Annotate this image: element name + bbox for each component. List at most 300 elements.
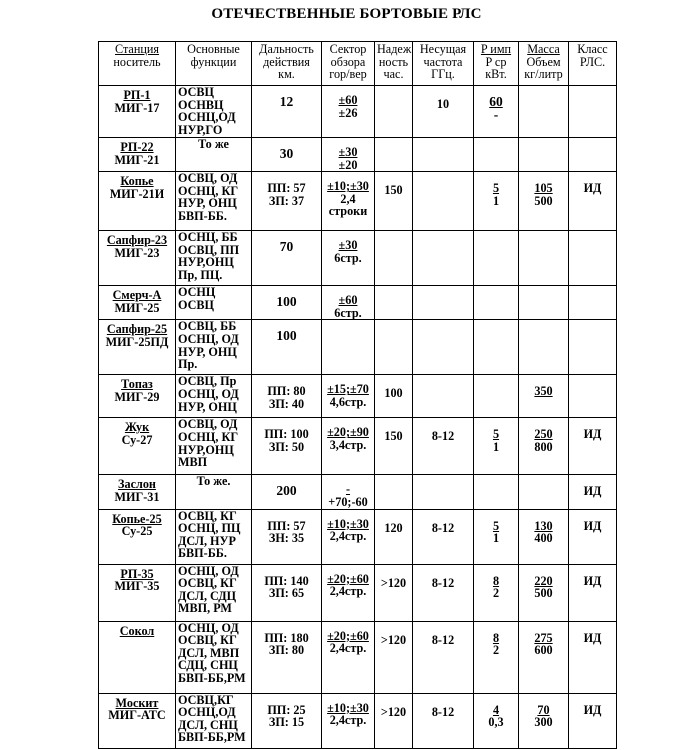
frequency-cell <box>413 231 474 286</box>
power-cell <box>474 418 519 475</box>
mass-cell <box>519 375 569 418</box>
reliability-cell <box>375 564 413 621</box>
reliability-cell <box>375 172 413 231</box>
class-cell <box>569 86 617 138</box>
carrier-name: МИГ-29 <box>114 389 160 404</box>
table-row <box>99 375 617 418</box>
station-name: Сокол <box>119 623 155 638</box>
function-line: ОСНЦ, ОД <box>178 331 239 346</box>
sector-line: 2,4стр. <box>329 529 367 544</box>
carrier-name: МИГ-25ПД <box>105 334 169 349</box>
sector-line: ±20 <box>338 157 358 172</box>
functions-cell <box>176 475 252 509</box>
function-line: МВП, РМ <box>178 601 232 616</box>
class-cell <box>569 138 617 172</box>
power-line: 1 <box>492 439 500 454</box>
power-line: 5 <box>492 518 500 533</box>
range-line: 100 <box>276 328 297 344</box>
power-line: 60 <box>489 94 503 109</box>
reliability-cell <box>375 693 413 748</box>
frequency-value: 10 <box>436 97 450 111</box>
table-body <box>99 86 617 749</box>
station-cell <box>99 231 176 286</box>
sector-line: ±20;±90 <box>327 425 369 440</box>
functions-cell <box>176 138 252 172</box>
range-cell <box>252 693 322 748</box>
table-row <box>99 418 617 475</box>
function-line: ОСВЦ, ОД <box>178 171 238 186</box>
sector-line: ±20;±60 <box>327 628 369 643</box>
power-cell <box>474 172 519 231</box>
reliability-value: >120 <box>380 575 407 590</box>
range-cell <box>252 418 322 475</box>
reliability-cell <box>375 320 413 375</box>
mass-line: 350 <box>534 384 553 399</box>
function-line: ОСВЦ, КГ <box>178 576 237 591</box>
table-row <box>99 475 617 509</box>
function-line: БВП-ББ. <box>178 546 227 561</box>
function-line: ДСЛ, МВП <box>178 645 240 660</box>
mass-cell <box>519 693 569 748</box>
station-cell <box>99 286 176 320</box>
frequency-cell <box>413 693 474 748</box>
header-class <box>569 42 617 86</box>
station-name: РП-1 <box>123 88 151 102</box>
mass-line: 500 <box>534 586 553 601</box>
sector-cell <box>322 86 375 138</box>
frequency-cell <box>413 564 474 621</box>
range-cell <box>252 375 322 418</box>
mass-line: 500 <box>534 193 553 208</box>
station-name: РП-35 <box>120 566 154 581</box>
function-line: Пр. <box>178 357 198 372</box>
header-frequency-line: Несущая <box>419 42 467 56</box>
class-value: ИД <box>583 484 602 499</box>
station-cell <box>99 172 176 231</box>
sector-line: - <box>345 482 351 497</box>
header-station-line: носитель <box>113 54 161 69</box>
function-line: ОСНЦ, ОД <box>178 564 239 578</box>
range-line: ЗП: 65 <box>268 586 305 601</box>
function-line: МВП <box>178 455 208 470</box>
power-cell <box>474 509 519 564</box>
sector-cell <box>322 621 375 693</box>
table-row <box>99 138 617 172</box>
mass-line: 600 <box>534 643 553 658</box>
station-cell <box>99 475 176 509</box>
power-line: - <box>493 106 499 122</box>
class-cell <box>569 286 617 320</box>
frequency-value: 8-12 <box>431 520 455 535</box>
power-line: 2 <box>492 586 500 601</box>
frequency-cell <box>413 418 474 475</box>
carrier-name: МИГ-25 <box>114 300 160 315</box>
range-cell <box>252 231 322 286</box>
radar-table <box>98 41 617 749</box>
sector-cell <box>322 564 375 621</box>
sector-line: ±10;±30 <box>327 700 369 715</box>
function-line: НУР,ОНЦ <box>178 442 234 457</box>
function-line: ОСНЦ, КГ <box>178 183 239 198</box>
header-frequency <box>413 42 474 86</box>
header-reliability-line: Надеж <box>377 42 412 56</box>
class-cell <box>569 320 617 375</box>
sector-line: 2,4 <box>340 191 356 206</box>
header-class-line: Класс <box>577 42 608 56</box>
reliability-cell <box>375 86 413 138</box>
frequency-cell <box>413 509 474 564</box>
function-line: СДЦ, СНЦ <box>178 658 238 673</box>
function-line: ОСВЦ, КГ <box>178 509 237 523</box>
sector-line: ±26 <box>338 105 358 120</box>
sector-line: ±30 <box>338 238 358 253</box>
station-cell <box>99 621 176 693</box>
class-cell <box>569 564 617 621</box>
header-range-line: км. <box>278 67 295 82</box>
sector-line: 2,4стр. <box>329 641 367 656</box>
table-row <box>99 320 617 375</box>
table-row <box>99 86 617 138</box>
functions-cell <box>176 509 252 564</box>
frequency-value: 8-12 <box>431 632 455 647</box>
header-class-line: РЛС. <box>579 54 606 69</box>
reliability-cell <box>375 286 413 320</box>
header-mass <box>519 42 569 86</box>
mass-line: 800 <box>534 439 553 454</box>
frequency-cell <box>413 475 474 509</box>
class-cell <box>569 231 617 286</box>
station-cell <box>99 138 176 172</box>
power-line: 4 <box>492 702 500 717</box>
table-row <box>99 564 617 621</box>
header-reliability <box>375 42 413 86</box>
reliability-value: 150 <box>384 183 403 198</box>
carrier-name: МИГ-21И <box>109 186 165 201</box>
mass-cell <box>519 621 569 693</box>
function-line: То же. <box>196 474 231 489</box>
reliability-cell <box>375 418 413 475</box>
sector-line: ±10;±30 <box>327 516 369 531</box>
station-name: Сапфир-25 <box>106 322 168 337</box>
range-line: 70 <box>279 239 294 255</box>
functions-cell <box>176 86 252 138</box>
function-line: ДСЛ, СНЦ <box>178 717 238 732</box>
function-line: ДСЛ, НУР <box>178 533 236 548</box>
header-sector-line: гор/вер <box>329 67 367 82</box>
function-line: ОСНВЦ <box>178 97 224 112</box>
functions-cell <box>176 286 252 320</box>
power-line: 8 <box>492 630 500 645</box>
functions-cell <box>176 418 252 475</box>
range-line: ЗП: 80 <box>268 643 305 658</box>
carrier-name: МИГ-21 <box>114 152 160 167</box>
header-mass-line: Объем <box>526 54 561 69</box>
sector-line: 4,6стр. <box>329 394 367 409</box>
function-line: ОСВЦ, ОД <box>178 417 238 432</box>
mass-cell <box>519 320 569 375</box>
sector-line: 2,4стр. <box>329 584 367 599</box>
function-line: ОСНЦ, ПЦ <box>178 521 241 536</box>
function-line: ОСВЦ, ББ <box>178 319 237 334</box>
header-frequency-line: ГГц. <box>431 67 455 82</box>
function-line: НУР,ГО <box>178 122 223 137</box>
functions-cell <box>176 231 252 286</box>
sector-cell <box>322 475 375 509</box>
frequency-cell <box>413 86 474 138</box>
range-line: ПП: 140 <box>264 573 309 588</box>
range-line: ПП: 100 <box>264 427 309 442</box>
carrier-name: МИГ-35 <box>114 579 160 594</box>
reliability-cell <box>375 231 413 286</box>
class-value: ИД <box>583 427 602 442</box>
range-line: ЗП: 40 <box>268 396 305 411</box>
header-functions-line: функции <box>190 54 237 69</box>
function-line: ОСВЦ,КГ <box>178 693 234 707</box>
power-line: 1 <box>492 193 500 208</box>
class-value: ИД <box>583 573 602 588</box>
mass-cell <box>519 509 569 564</box>
sector-line: ±10;±30 <box>327 179 369 194</box>
range-line: ПП: 25 <box>267 702 306 717</box>
sector-line: строки <box>328 204 368 219</box>
header-range-line: Дальность <box>259 42 314 56</box>
sector-line: 6стр. <box>334 250 362 265</box>
mass-line: 105 <box>534 181 553 196</box>
class-cell <box>569 475 617 509</box>
sector-cell <box>322 693 375 748</box>
carrier-name: МИГ-23 <box>114 245 160 260</box>
page-title: ОТЕЧЕСТВЕННЫЕ БОРТОВЫЕ РЛС <box>211 6 482 22</box>
header-range-line: действия <box>263 54 310 69</box>
function-line: ОСНЦ, ОД <box>178 621 239 635</box>
function-line: БВП-ББ,РМ <box>178 730 246 745</box>
sector-cell <box>322 320 375 375</box>
reliability-cell <box>375 138 413 172</box>
function-line: ОСНЦ,ОД <box>178 110 236 125</box>
class-cell <box>569 172 617 231</box>
station-name: Смерч-А <box>112 288 162 303</box>
header-mass-line: Масса <box>527 42 560 56</box>
header-station-line: Станция <box>114 42 160 56</box>
sector-cell <box>322 375 375 418</box>
mass-cell <box>519 475 569 509</box>
station-cell <box>99 320 176 375</box>
function-line: ОСВЦ <box>178 297 215 312</box>
power-cell <box>474 621 519 693</box>
header-reliability-line: ность <box>378 54 409 69</box>
function-line: Пр, ПЦ. <box>178 267 223 282</box>
class-value: ИД <box>583 630 602 645</box>
mass-line: 400 <box>534 531 553 546</box>
sector-cell <box>322 286 375 320</box>
class-value: ИД <box>583 702 602 717</box>
station-name: Топаз <box>121 377 153 392</box>
class-cell <box>569 621 617 693</box>
sector-cell <box>322 509 375 564</box>
frequency-cell <box>413 621 474 693</box>
function-line: ОСНЦ,ОД <box>178 705 236 720</box>
carrier-name: Су-27 <box>121 432 153 447</box>
reliability-value: >120 <box>380 704 407 719</box>
class-value: ИД <box>583 518 602 533</box>
power-line: 0,3 <box>488 715 504 730</box>
carrier-name: Су-25 <box>121 524 153 539</box>
sector-line: 6стр. <box>334 305 362 320</box>
reliability-value: 120 <box>384 520 403 535</box>
mass-line: 275 <box>534 630 553 645</box>
functions-cell <box>176 320 252 375</box>
range-line: ПП: 180 <box>264 630 309 645</box>
function-line: То же <box>198 137 229 151</box>
frequency-value: 8-12 <box>431 704 455 719</box>
reliability-value: >120 <box>380 632 407 647</box>
function-line: НУР, ОНЦ <box>178 399 237 414</box>
range-cell <box>252 509 322 564</box>
station-name: Копье-25 <box>112 511 162 526</box>
power-line: 2 <box>492 643 500 658</box>
header-power-line: P имп <box>480 42 512 56</box>
functions-cell <box>176 564 252 621</box>
table-row <box>99 172 617 231</box>
frequency-value: 8-12 <box>431 429 455 444</box>
range-cell <box>252 286 322 320</box>
reliability-cell <box>375 621 413 693</box>
class-cell <box>569 418 617 475</box>
mass-line: 130 <box>534 518 553 533</box>
station-name: Копье <box>120 174 154 189</box>
range-line: 200 <box>276 483 297 499</box>
power-cell <box>474 693 519 748</box>
header-sector <box>322 42 375 86</box>
reliability-cell <box>375 509 413 564</box>
station-cell <box>99 509 176 564</box>
mass-cell <box>519 172 569 231</box>
function-line: НУР, ОНЦ <box>178 196 237 211</box>
reliability-value: 150 <box>384 429 403 444</box>
power-line: 5 <box>492 427 500 442</box>
functions-cell <box>176 621 252 693</box>
carrier-name: МИГ-17 <box>114 100 160 115</box>
station-name: Заслон <box>118 477 156 492</box>
frequency-cell <box>413 375 474 418</box>
range-cell <box>252 475 322 509</box>
table-row <box>99 231 617 286</box>
function-line: БВП-ББ,РМ <box>178 670 246 685</box>
range-line: ЗП: 50 <box>268 439 305 454</box>
mass-cell <box>519 138 569 172</box>
function-line: ОСВЦ, Пр <box>178 374 237 389</box>
mass-line: 250 <box>534 427 553 442</box>
header-station <box>99 42 176 86</box>
reliability-value: 100 <box>384 386 403 401</box>
sector-cell <box>322 231 375 286</box>
header-row <box>99 42 617 86</box>
function-line: ОСВЦ, КГ <box>178 633 237 648</box>
mass-cell <box>519 418 569 475</box>
station-name: Жук <box>124 420 150 435</box>
class-cell <box>569 693 617 748</box>
range-line: ЗН: 35 <box>268 531 305 546</box>
station-name: Москит <box>115 695 159 710</box>
power-cell <box>474 564 519 621</box>
frequency-value: 8-12 <box>431 575 455 590</box>
range-line: ЗП: 15 <box>268 715 305 730</box>
frequency-cell <box>413 138 474 172</box>
frequency-cell <box>413 286 474 320</box>
sector-line: ±60 <box>338 293 358 308</box>
mass-cell <box>519 564 569 621</box>
function-line: НУР,ОНЦ <box>178 255 234 270</box>
function-line: ОСВЦ, ПП <box>178 242 240 257</box>
sector-line: 3,4стр. <box>329 437 367 452</box>
power-cell <box>474 475 519 509</box>
sector-line: 2,4стр. <box>329 713 367 728</box>
function-line: ДСЛ, СДЦ <box>178 588 237 603</box>
station-cell <box>99 375 176 418</box>
range-line: 30 <box>279 146 294 161</box>
table-row <box>99 286 617 320</box>
range-line: ЗП: 37 <box>268 193 305 208</box>
header-functions <box>176 42 252 86</box>
range-line: 12 <box>279 94 294 109</box>
class-value: ИД <box>583 181 602 196</box>
function-line: БВП-ББ. <box>178 208 227 223</box>
header-mass-line: кг/литр <box>524 67 563 82</box>
power-cell <box>474 138 519 172</box>
frequency-cell <box>413 172 474 231</box>
range-cell <box>252 86 322 138</box>
station-name: Сапфир-23 <box>106 233 168 248</box>
mass-cell <box>519 286 569 320</box>
range-line: ПП: 80 <box>267 384 306 399</box>
function-line: ОСНЦ <box>178 285 216 300</box>
table-row <box>99 621 617 693</box>
functions-cell <box>176 693 252 748</box>
power-line: 8 <box>492 573 500 588</box>
range-cell <box>252 564 322 621</box>
frequency-cell <box>413 320 474 375</box>
range-cell <box>252 621 322 693</box>
station-cell <box>99 418 176 475</box>
range-line: ПП: 57 <box>267 518 306 533</box>
sector-line: ±15;±70 <box>327 382 369 397</box>
carrier-name: МИГ-АТС <box>108 708 166 723</box>
sector-cell <box>322 138 375 172</box>
range-line: 100 <box>276 294 297 310</box>
header-reliability-line: час. <box>383 67 404 82</box>
carrier-name: МИГ-31 <box>114 489 160 504</box>
station-cell <box>99 693 176 748</box>
table-row <box>99 509 617 564</box>
reliability-cell <box>375 375 413 418</box>
station-cell <box>99 86 176 138</box>
sector-cell <box>322 418 375 475</box>
power-line: 5 <box>492 181 500 196</box>
range-line: ПП: 57 <box>267 181 306 196</box>
power-line: 1 <box>492 531 500 546</box>
mass-line: 220 <box>534 573 553 588</box>
power-cell <box>474 375 519 418</box>
function-line: ОСНЦ, КГ <box>178 429 239 444</box>
header-power-line: P ср <box>485 54 507 69</box>
sector-cell <box>322 172 375 231</box>
class-cell <box>569 509 617 564</box>
range-cell <box>252 320 322 375</box>
mass-cell <box>519 86 569 138</box>
sector-line: ±30 <box>338 145 358 159</box>
header-power-line: кВт. <box>485 67 507 82</box>
header-sector-line: Сектор <box>329 42 367 56</box>
